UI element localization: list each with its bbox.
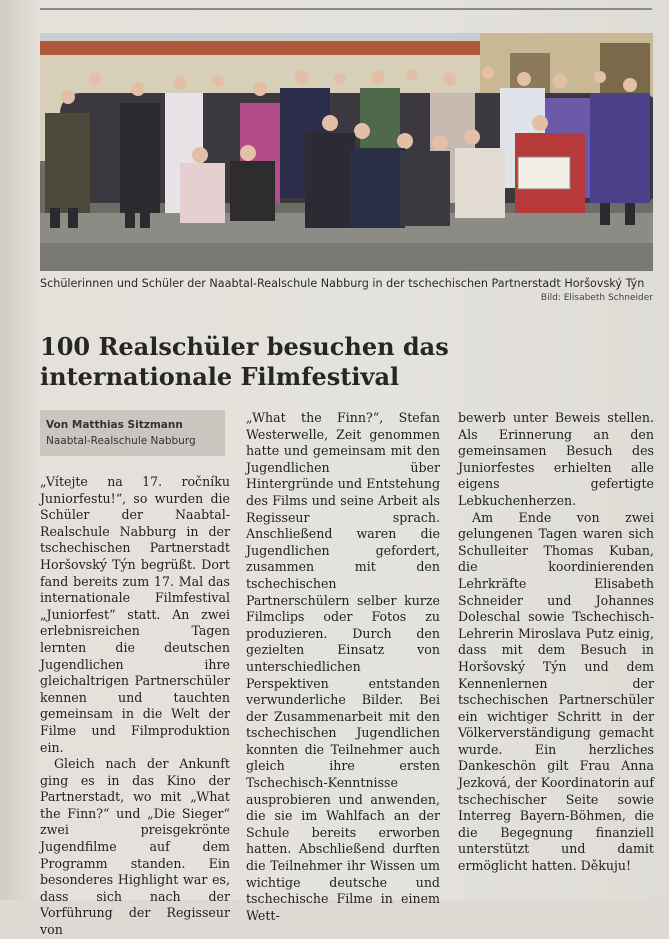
article-headline: 100 Realschüler besuchen das internationale Filmfestival: [40, 332, 449, 391]
paragraph: Gleich nach der Ankunft ging es in das Kino der Partnerstadt, wo mit „What the Finn?“ und „Die Sieger“ zwei preisgekrönte Jugendfilme auf dem Programm standen. Ein besonderes Highlight war es, dass sich nach der Vorführung der Regisseur von: [40, 756, 230, 938]
top-divider: [40, 8, 652, 10]
photo-credit: Bild: Elisabeth Schneider: [540, 293, 653, 303]
paragraph: „Vítejte na 17. ročníku Juniorfestu!“, so wurden die Schüler der Naabtal-Realschule Nabburg in der tschechischen Partnerstadt Horšovský Týn begrüßt. Dort fand bereits zum 17. Mal das internationale Filmfestival „Juniorfest“ statt. An zwei erlebnisreichen Tagen lernten die deutschen Jugendlichen ihre gleichaltrigen Partnerschüler kennen und tauchten gemeinsam in die Welt der Filme und Filmproduktion ein.: [40, 474, 230, 755]
article-column-2: [246, 410, 440, 924]
byline-box: [40, 410, 225, 456]
paragraph: bewerb unter Beweis stellen. Als Erinnerung an den gemeinsamen Besuch des Juniorfestes erhielten alle eigens gefertigte Lebkuchenherzen.: [458, 410, 654, 508]
paragraph: Am Ende von zwei gelungenen Tagen waren sich Schulleiter Thomas Kuban, die koordinierenden Lehrkräfte Elisabeth Schneider und Johannes Doleschal sowie Tschechisch-Lehrerin Miroslava Putz einig, dass mit dem Besuch in Horšovský Týn und dem Kennenlernen der tschechischen Partnerschüler ein wichtiger Schritt in der Völkerverständigung gemacht wurde. Ein herzliches Dankeschön gilt Frau Anna Jezková, der Koordinatorin auf tschechischer Seite sowie Interreg Bayern-Böhmen, die die Begegnung finanziell unterstützt und damit ermöglicht hatten. Děkuju!: [458, 509, 654, 874]
paragraph: „What the Finn?“, Stefan Westerwelle, Zeit genommen hatte und gemeinsam mit den Jugendlichen über Hintergründe und Entstehung des Films und seine Arbeit als Regisseur sprach. Anschließend waren die Jugendlichen gefordert, zusammen mit den tschechischen Partnerschülern selber kurze Filmclips oder Fotos zu produzieren. Durch den gezielten Einsatz von unterschiedlichen Perspektiven entstanden verwunderliche Bilder. Bei der Zusammenarbeit mit den tschechischen Jugendlichen konnten die Teilnehmer auch gleich ihre ersten Tschechisch-Kenntnisse ausprobieren und anwenden, die sie im Wahlfach an der Schule bereits erworben hatten. Abschließend durften die Teilnehmer ihr Wissen um wichtige deutsche und tschechische Filme in einem Wett-: [246, 410, 440, 923]
group-photo-illustration: [40, 33, 653, 271]
author: Von Matthias Sitzmann: [46, 419, 183, 431]
article-column-1: [40, 474, 230, 939]
article-column-3: [458, 410, 654, 875]
group-photo: [40, 33, 653, 271]
author-organization: Naabtal-Realschule Nabburg: [46, 435, 196, 447]
photo-caption: Schülerinnen und Schüler der Naabtal-Realschule Nabburg in der tschechischen Partnerstadt Horšovský Týn: [40, 277, 645, 290]
